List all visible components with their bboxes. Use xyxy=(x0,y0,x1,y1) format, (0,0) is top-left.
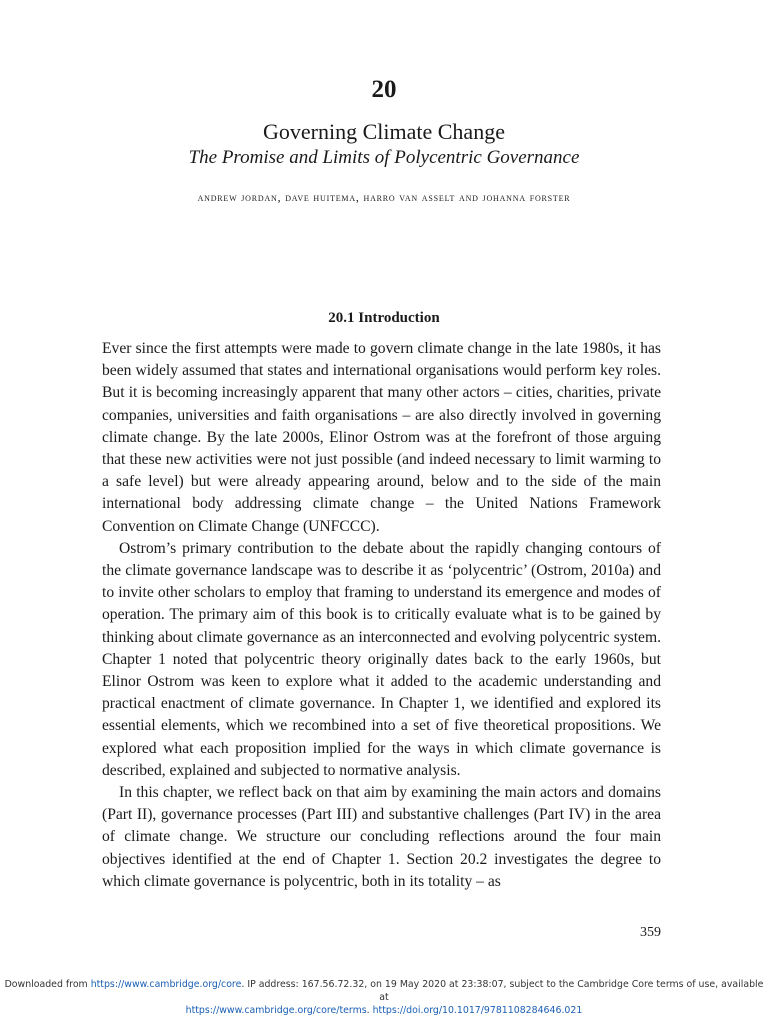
footer-prefix: Downloaded from xyxy=(4,979,91,990)
paragraph: In this chapter, we reflect back on that aim by examining the main actors and domains (Part II), governance processes (Part III) and substantive challenges (Part IV) in the area of climate change. We structure our concluding reflections around the four main objectives identified at the end of Chapter 1. Section 20.2 investigates the degree to which climate governance is polycentric, both in its totality – as xyxy=(102,784,661,890)
footer-core-link[interactable]: https://www.cambridge.org/core xyxy=(90,979,242,990)
footer-separator: . xyxy=(366,1005,373,1016)
footer-middle: . IP address: 167.56.72.32, on 19 May 2020 at 23:38:07, subject to the Cambridge Core terms of use, available at xyxy=(241,979,764,1003)
chapter-subtitle: The Promise and Limits of Polycentric Governance xyxy=(188,147,580,168)
section-heading: 20.1 Introduction xyxy=(328,310,440,326)
chapter-number: 20 xyxy=(371,76,397,103)
chapter-authors: andrew jordan, dave huitema, harro van asselt and johanna forster xyxy=(197,190,571,204)
paragraph: Ostrom’s primary contribution to the debate about the rapidly changing contours of the climate governance landscape was to describe it as ‘polycentric’ (Ostrom, 2010a) and to invite other scholars to employ that framing to understand its emergence and modes of operation. The primary aim of this book is to critically evaluate what is to be gained by thinking about climate governance as an interconnected and evolving polycentric system. Chapter 1 noted that polycentric theory originally dates back to the early 1960s, but Elinor Ostrom was keen to explore what it added to the academic understanding and practical enactment of climate governance. In Chapter 1, we identified and explored its essential elements, which we recombined into a set of five theoretical propositions. We explored what each proposition implied for the ways in which climate governance is described, explained and subjected to normative analysis. xyxy=(102,539,661,779)
paragraph: Ever since the first attempts were made to govern climate change in the late 1980s, it has been widely assumed that states and international organisations would perform key roles. But it is becoming increasingly apparent that many other actors – cities, charities, private companies, universities and faith organisations – are also directly involved in governing climate change. By the late 2000s, Elinor Ostrom was at the forefront of those arguing that these new activities were not just possible (and indeed necessary to limit warming to a safe level) but were already appearing around, below and to the side of the main international body addressing climate change – the United Nations Framework Convention on Climate Change (UNFCCC). xyxy=(102,340,661,535)
download-footer xyxy=(0,978,768,1017)
page-number: 359 xyxy=(640,925,661,940)
footer-doi-link[interactable]: https://doi.org/10.1017/9781108284646.021 xyxy=(372,1005,583,1016)
chapter-title: Governing Climate Change xyxy=(263,119,505,144)
body-text xyxy=(102,338,661,893)
footer-terms-link[interactable]: https://www.cambridge.org/core/terms xyxy=(185,1005,367,1016)
